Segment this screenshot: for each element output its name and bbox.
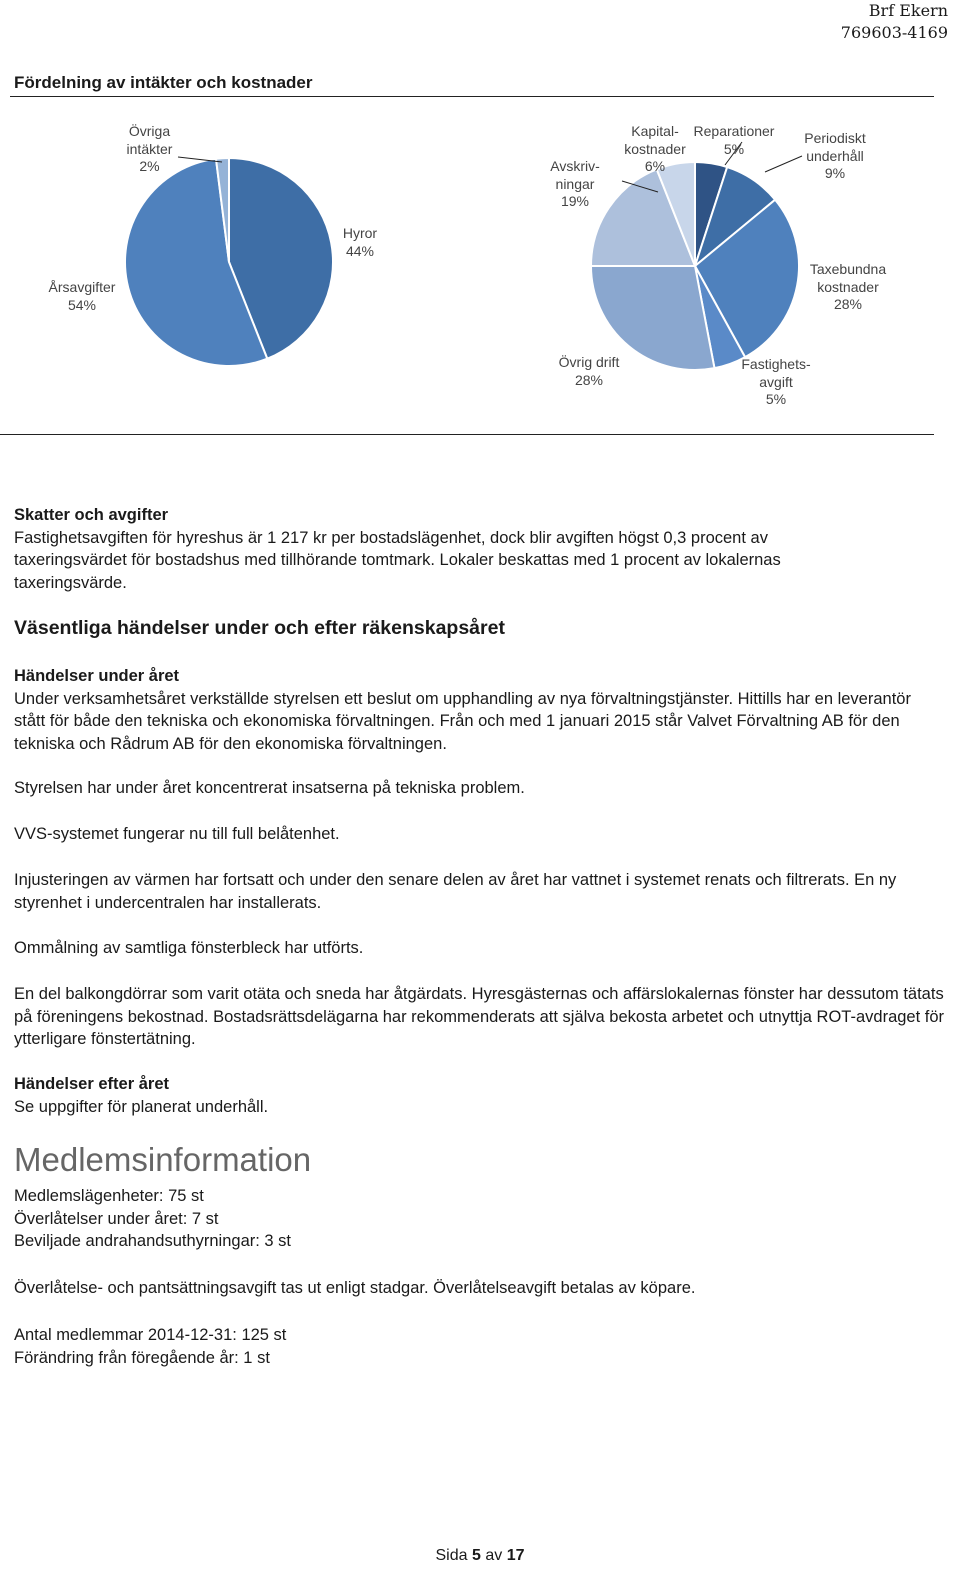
paragraph-vvs: VVS-systemet fungerar nu till full belåtenhet. xyxy=(14,825,340,843)
income-pie-chart xyxy=(125,158,333,366)
cost-pie-chart xyxy=(591,162,799,370)
skatter-section xyxy=(14,504,954,594)
footer-prefix: Sida xyxy=(435,1547,468,1564)
handelser-under-aret-section xyxy=(14,665,954,755)
paragraph-forvaltning: Under verksamhetsåret verkställde styrelsen ett beslut om upphandling av nya förvaltningstjänster. Hittills har en leverantör stått för både den tekniska och ekonomiska förvaltningen. Från och med 1 januari 2015 står Valvet Förvaltning AB för den tekniska och Rådrum AB för den ekonomiska förvaltningen. xyxy=(14,689,911,753)
charts-bottom-rule xyxy=(0,434,934,435)
skatter-paragraph: Fastighetsavgiften för hyreshus är 1 217 kr per bostadslägenhet, dock blir avgiften högst 0,3 procent av taxeringsvärdet för bostadshus med tillhörande tomtmark. Lokaler beskattas med 1 procent av lokalernas taxeringsvärde. xyxy=(14,528,781,592)
page-footer xyxy=(0,1547,960,1565)
slice-label-fastighetsavgift: Fastighets- avgift 5% xyxy=(741,356,811,407)
paragraph-injustering: Injusteringen av värmen har fortsatt och under den senare delen av året har vattnet i systemet renats och filtrerats. En ny styrenhet i undercentralen har installerats. xyxy=(14,871,897,912)
avgift-paragraph: Överlåtelse- och pantsättningsavgift tas ut enligt stadgar. Överlåtelseavgift betalas av köpare. xyxy=(14,1279,696,1297)
slice-label-hyror: Hyror 44% xyxy=(342,225,378,259)
overlatelser: Överlåtelser under året: 7 st xyxy=(14,1209,219,1228)
efter-aret-paragraph: Se uppgifter för planerat underhåll. xyxy=(14,1097,269,1116)
medlem-stats xyxy=(14,1185,954,1253)
efter-aret-heading: Händelser efter året xyxy=(14,1075,169,1093)
paragraph-balkongdorrar: En del balkongdörrar som varit otäta och sneda har åtgärdats. Hyresgästernas och affärslokalernas fönster har dessutom tätats på föreningens bekostnad. Bostadsrättsdelägarna har rekommenderats att själva bekosta arbetet och utnyttja ROT-avdraget för ytterligare fönstertätning. xyxy=(14,985,945,1048)
slice-label-kapitalkostnader: Kapital- kostnader 6% xyxy=(624,123,686,174)
medlemsinformation-heading: Medlemsinformation xyxy=(14,1141,312,1178)
slice-label-ovrig-drift: Övrig drift 28% xyxy=(558,354,620,388)
forandring: Förändring från föregående år: 1 st xyxy=(14,1348,270,1367)
section-title-rule xyxy=(10,96,934,97)
slice-label-reparationer: Reparationer 5% xyxy=(693,123,775,157)
slice-label-avskrivningar: Avskriv- ningar 19% xyxy=(550,158,600,209)
section-title: Fördelning av intäkter och kostnader xyxy=(14,73,313,92)
under-aret-heading: Händelser under året xyxy=(14,667,180,685)
document-header xyxy=(841,0,948,44)
organization-number: 769603-4169 xyxy=(840,23,948,42)
vasentliga-heading: Väsentliga händelser under och efter räkenskapsåret xyxy=(14,617,505,639)
medlemmar-stats xyxy=(14,1324,954,1369)
slice-label-taxebundna-kostnader: Taxebundna kostnader 28% xyxy=(809,261,887,312)
slice-label-ovriga-intakter: Övriga intäkter 2% xyxy=(126,123,173,174)
slice-label-periodiskt-underhall: Periodiskt underhåll 9% xyxy=(804,130,866,181)
handelser-efter-aret-section xyxy=(14,1073,954,1118)
paragraph-styrelsen: Styrelsen har under året koncentrerat insatserna på tekniska problem. xyxy=(14,779,525,797)
organization-name: Brf Ekern xyxy=(868,1,948,20)
medlemslagenheter: Medlemslägenheter: 75 st xyxy=(14,1187,204,1205)
footer-total-pages: 17 xyxy=(506,1547,525,1564)
skatter-heading: Skatter och avgifter xyxy=(14,506,169,524)
footer-mid: av xyxy=(485,1547,503,1564)
slice-label-arsavgifter: Årsavgifter 54% xyxy=(48,279,116,313)
andrahandsuthyrningar: Beviljade andrahandsuthyrningar: 3 st xyxy=(14,1232,292,1250)
antal-medlemmar: Antal medlemmar 2014-12-31: 125 st xyxy=(14,1326,287,1344)
footer-page-number: 5 xyxy=(471,1547,481,1564)
paragraph-ommalning: Ommålning av samtliga fönsterbleck har utförts. xyxy=(14,939,364,957)
